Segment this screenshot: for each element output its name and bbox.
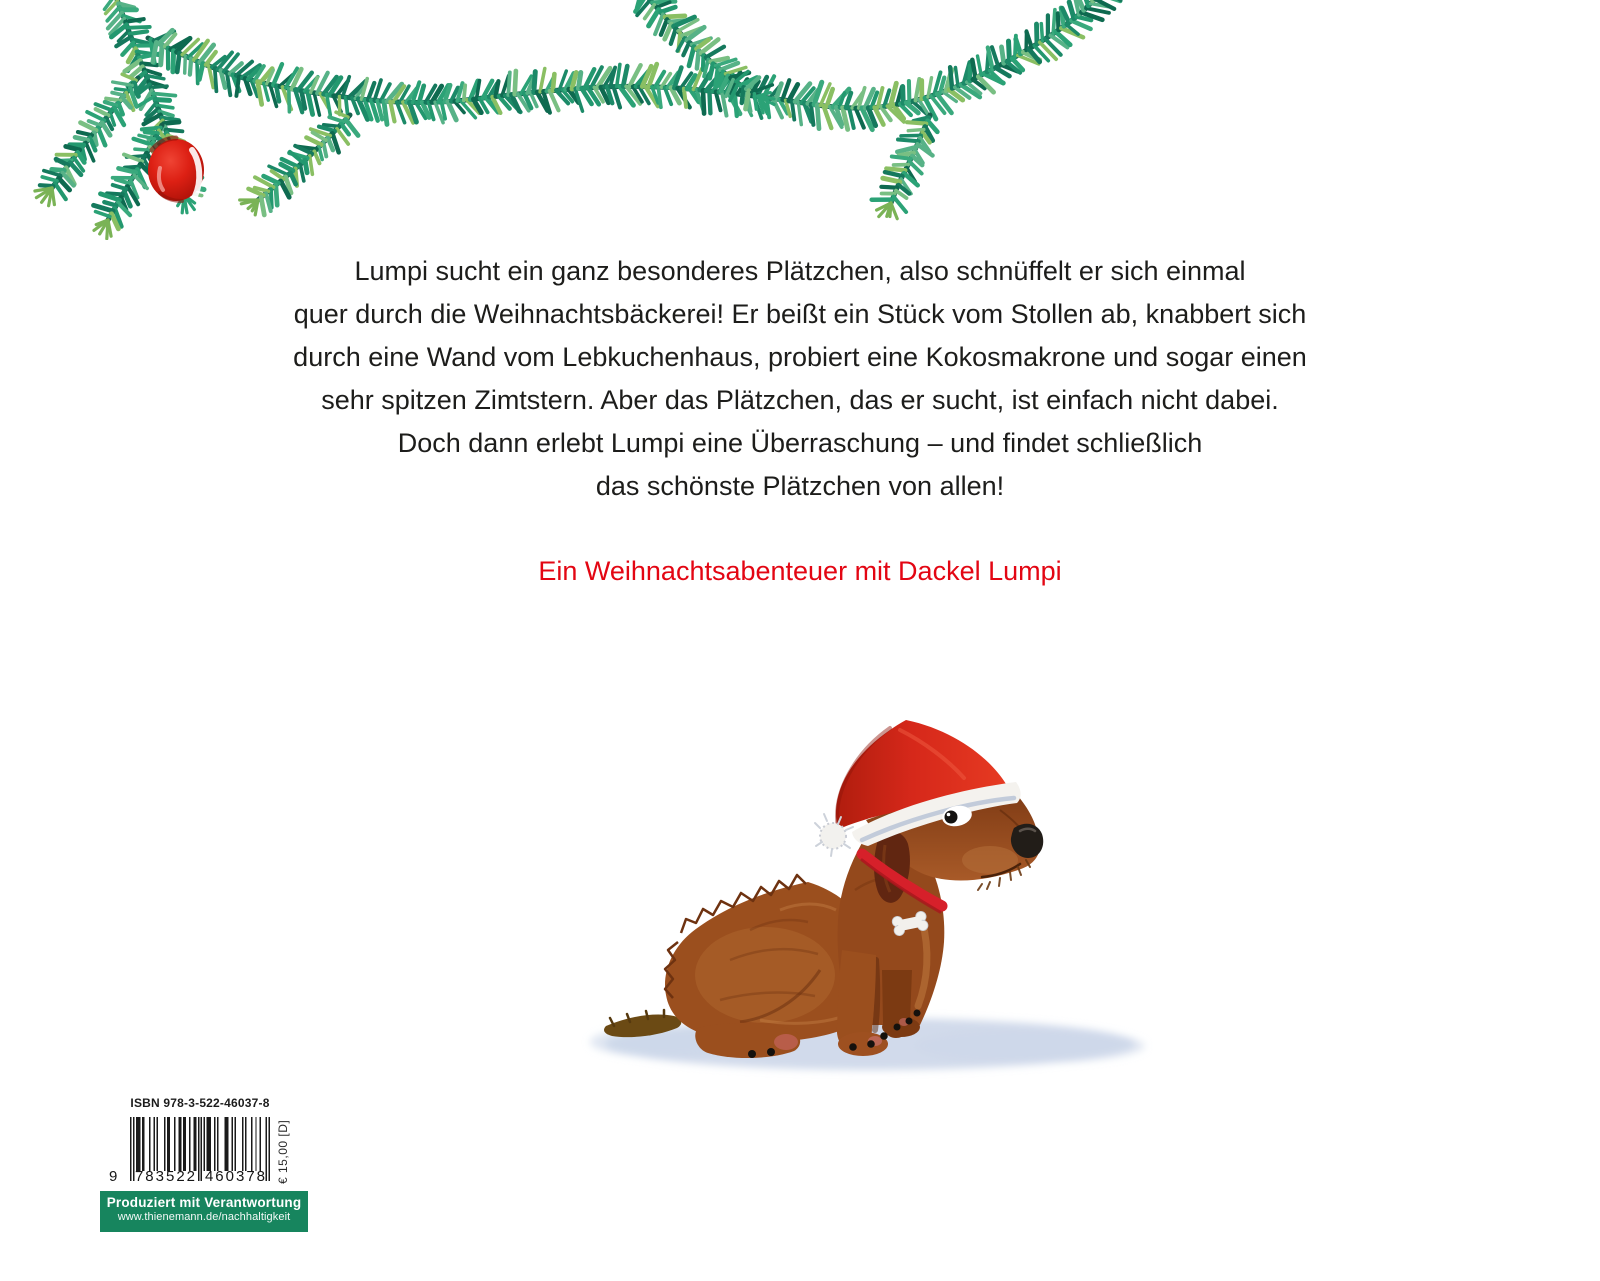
sustainability-line-1: Produziert mit Verantwortung [106,1195,302,1210]
blurb [0,250,1600,508]
fir-garland-illustration [0,0,1200,240]
barcode-digits-right: 460378 [204,1168,268,1185]
barcode-digit-lead: 9 [109,1168,118,1185]
blurb-line-6: das schönste Plätzchen von allen! [595,471,1005,501]
blurb-line-3: durch eine Wand vom Lebkuchenhaus, probiert eine Kokosmakrone und sogar einen [293,342,1307,372]
tagline: Ein Weihnachtsabenteuer mit Dackel Lumpi [538,556,1062,586]
isbn-label: ISBN 978-3-522-46037-8 [130,1096,270,1110]
red-bauble [148,138,204,201]
blurb-line-5: Doch dann erlebt Lumpi eine Überraschung – und findet schließlich [397,428,1203,458]
isbn-barcode-block [100,1096,310,1192]
price-label: € 15,00 [D] [276,1119,290,1184]
garland-branches [35,0,1122,239]
dog-rear-foot [695,1023,800,1058]
blurb-line-2: quer durch die Weihnachtsbäckerei! Er beißt ein Stück vom Stollen ab, knabbert sich [293,299,1307,329]
sustainability-badge [100,1191,308,1232]
blurb-line-4: sehr spitzen Zimtstern. Aber das Plätzchen, das er sucht, ist einfach nicht dabei. [321,385,1279,415]
dachshund-illustration [570,670,1170,1090]
blurb-line-1: Lumpi sucht ein ganz besonderes Plätzchen, also schnüffelt er sich einmal [354,256,1246,286]
sustainability-line-2: www.thienemann.de/nachhaltigkeit [117,1211,291,1223]
barcode-digits-left: 783522 [134,1168,198,1185]
